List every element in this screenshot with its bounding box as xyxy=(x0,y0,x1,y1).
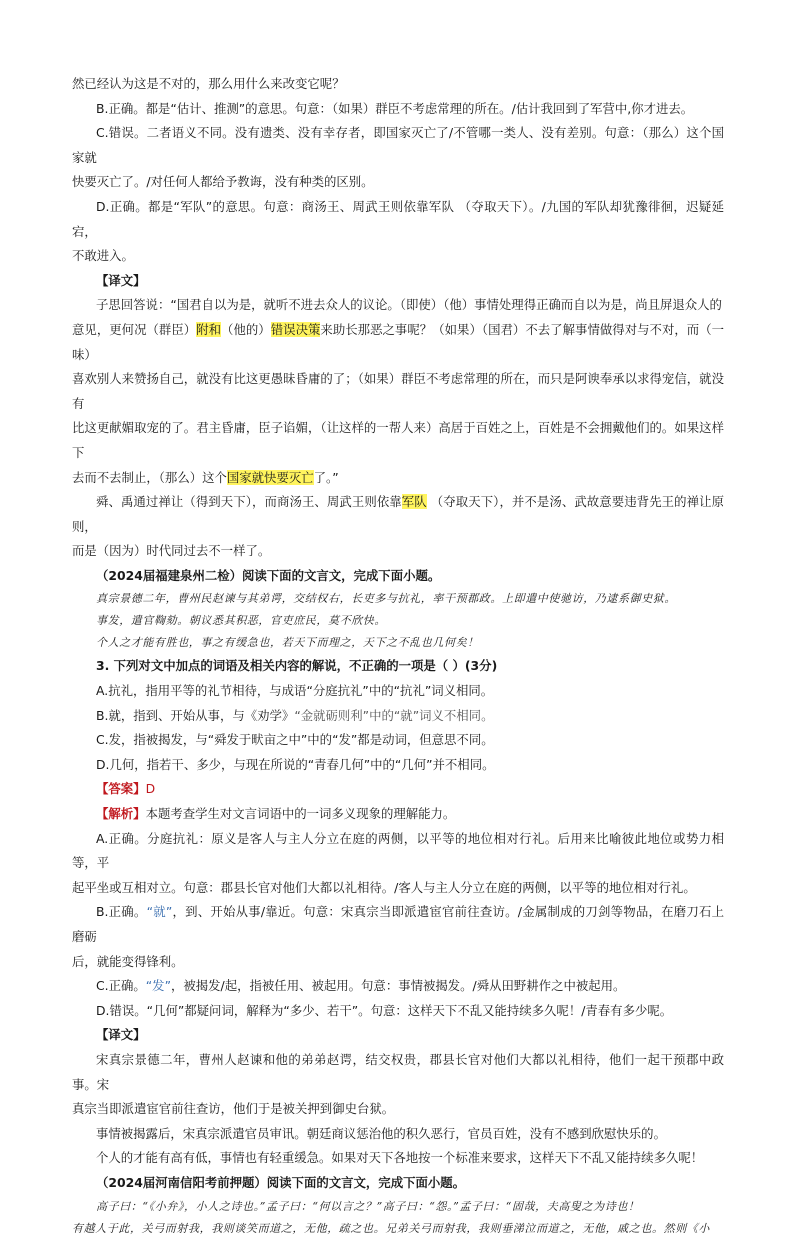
classical-text-line: 真宗景德二年，曹州民赵谏与其弟谔，交结权右，长吏多与抗礼，率干预郡政。上即遣中使驰访，乃逮系御史狱。 xyxy=(96,592,676,606)
explanation-d: D.错误。“几何”都疑问词，解释为“多少、若干”。句意：这样天下不乱又能持续多久呢！/青春有多少呢。 xyxy=(96,1002,673,1018)
classical-text-line: 有越人于此，关弓而射我，我则谈笑而道之，无他，疏之也。兄弟关弓而射我，我则垂涕泣而道之，无他，戚之也。然则《小 xyxy=(72,1221,710,1235)
classical-text-line: 个人之才能有胜也，事之有缓急也，若天下而理之，天下之不乱也几何矣！ xyxy=(96,636,479,650)
analysis-label: 【解析】 xyxy=(96,806,146,822)
option-b-explanation: B.正确。都是“估计、推测”的意思。句意：（如果）群臣不考虑常理的所在。/估计我回到了军营中,你才进去。 xyxy=(96,100,694,116)
highlight: 附和 xyxy=(196,321,222,337)
highlight: 错误决策 xyxy=(270,321,321,337)
translation-line: 去而不去制止，（那么）这个国家就快要灭亡了。” xyxy=(72,469,339,485)
explanation-line: 起平坐或互相对立。句意：郡县长官对他们大都以礼相待。/客人与主人分立在庭的两侧，以平等的地位相对行礼。 xyxy=(72,879,696,895)
highlight: 军队 xyxy=(401,494,427,510)
text-line: 快要灭亡了。/对任何人都给予教诲，没有种类的区别。 xyxy=(72,174,374,190)
classical-text-line: 事发，遣官鞫劾。朝议悉其积恶，官吏庶民，莫不欣快。 xyxy=(96,614,386,628)
question-stem: 3. 下列对文中加点的词语及相关内容的解说，不正确的一项是（ ）(3分) xyxy=(96,658,498,674)
explanation-b: B.正确。“就”，到、开始从事/靠近。句意：宋真宗当即派遣宦官前往查访。/金属制成的刀剑等物品，在磨刀石上磨砺 xyxy=(72,904,724,944)
translation-line: 真宗当即派遣宦官前往查访，他们于是被关押到御史台狱。 xyxy=(72,1101,395,1117)
option-c: C.发，指被揭发，与“舜发于畎亩之中”中的“发”都是动词，但意思不同。 xyxy=(96,732,494,748)
answer-label: 【答案】 xyxy=(96,781,146,797)
explanation-c: C.正确。“发”，被揭发/起，指被任用、被起用。句意：事情被揭发。/舜从田野耕作之中被起用。 xyxy=(96,978,626,994)
translation-heading: 【译文】 xyxy=(96,1027,146,1043)
option-c-explanation: C.错误。二者语义不同。没有遗类、没有幸存者，即国家灭亡了/不管哪一类人、没有差别。句意：（那么）这个国家就 xyxy=(72,125,724,165)
highlight: 国家就快要灭亡 xyxy=(226,469,314,485)
explanation-a: A.正确。分庭抗礼：原义是客人与主人分立在庭的两侧，以平等的地位相对行礼。后用来比喻彼此地位或势力相等，平 xyxy=(72,830,724,871)
document-page xyxy=(72,72,724,1240)
explanation-line: 后，就能变得锋利。 xyxy=(72,953,184,969)
translation-line: 喜欢别人来赞扬自己，就没有比这更愚昧昏庸的了；（如果）群臣不考虑常理的所在，而只是阿谀奉承以求得宠信，就没有 xyxy=(72,371,724,411)
translation-line: 子思回答说：“国君自以为是，就听不进去众人的议论。（即使）（他）事情处理得正确而自以为是，尚且屏退众人的 xyxy=(96,297,722,313)
classical-text-line: 高子曰：“《小弁》，小人之诗也。”孟子曰：“何以言之？”高子曰：“怨。”孟子曰：“固哉，夫高叟之为诗也！ xyxy=(96,1199,640,1213)
option-d-explanation: D.正确。都是“军队”的意思。句意：商汤王、周武王则依靠军队 （夺取天下）。/九国的军队却犹豫徘徊，迟疑延宕， xyxy=(72,198,724,239)
translation-line: 而是（因为）时代同过去不一样了。 xyxy=(72,543,271,559)
translation-line: 事情被揭露后，宋真宗派遣官员审讯。朝廷商议惩治他的积久恶行，官员百姓，没有不感到欣慰快乐的。 xyxy=(96,1125,666,1141)
analysis: 【解析】本题考查学生对文言词语中的一词多义现象的理解能力。 xyxy=(96,806,456,822)
translation-line: 比这更献媚取宠的了。君主昏庸，臣子谄媚，（让这样的一帮人来）高居于百姓之上，百姓是不会拥戴他们的。如果这样下 xyxy=(72,420,724,460)
translation-line: 意见，更何况（群臣）附和（他的）错误决策来助长那恶之事呢？（如果）（国君）不去了解事情做得对与不对，而（一味） xyxy=(72,321,725,362)
text-line: 不敢进入。 xyxy=(72,248,134,264)
translation-heading: 【译文】 xyxy=(96,272,146,288)
option-b: B.就，指到、开始从事，与《劝学》“金就砺则利”中的“就”词义不相同。 xyxy=(96,707,494,723)
answer xyxy=(72,777,724,802)
translation-line: 个人的才能有高有低，事情也有轻重缓急。如果对天下各地按一个标准来要求，这样天下不乱又能持续多久呢！ xyxy=(96,1150,704,1166)
option-d: D.几何，指若干、多少，与现在所说的“青春几何”中的“几何”并不相同。 xyxy=(96,756,495,772)
text-line: 然已经认为这是不对的，那么用什么来改变它呢？ xyxy=(72,76,345,91)
question-source: （2024届福建泉州二检）阅读下面的文言文，完成下面小题。 xyxy=(96,567,441,583)
answer-value: D xyxy=(145,781,156,797)
translation-line: 宋真宗景德二年，曹州人赵谏和他的弟弟赵谔，结交权贵，郡县长官对他们大都以礼相待，他们一起干预郡中政事。宋 xyxy=(72,1051,724,1092)
question-source: （2024届河南信阳考前押题）阅读下面的文言文，完成下面小题。 xyxy=(96,1174,466,1190)
translation-line: 舜、禹通过禅让（得到天下），而商汤王、周武王则依靠军队 （夺取天下），并不是汤、武故意要违背先王的禅让原则， xyxy=(72,494,724,534)
option-a: A.抗礼，指用平等的礼节相待，与成语“分庭抗礼”中的“抗礼”词义相同。 xyxy=(96,683,494,699)
